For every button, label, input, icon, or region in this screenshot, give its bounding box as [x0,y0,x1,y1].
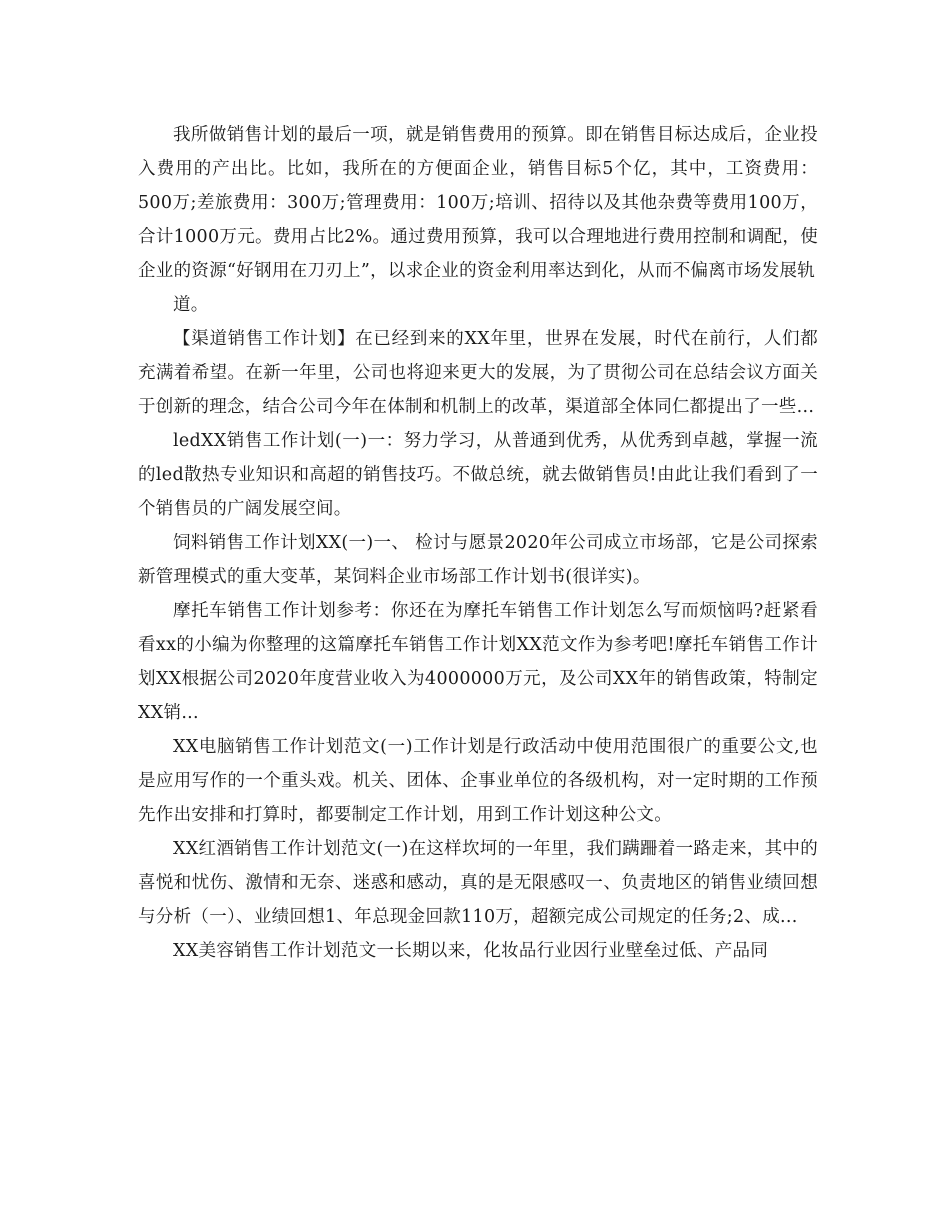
paragraph-led-sales: ledXX销售工作计划(一)一：努力学习，从普通到优秀，从优秀到卓越，掌握一流的led散热专业知识和高超的销售技巧。不做总统，就去做销售员!由此让我们看到了一个销售员的广阔发展空间。 [138,431,818,519]
paragraph-channel-sales: 【渠道销售工作计划】在已经到来的XX年里，世界在发展，时代在前行，人们都充满着希望。在新一年里，公司也将迎来更大的发展，为了贯彻公司在总结会议方面关于创新的理念，结合公司今年在体制和机制上的改革，渠道部全体同仁都提出了一些... [138,329,818,417]
paragraph-motorcycle-sales: 摩托车销售工作计划参考：你还在为摩托车销售工作计划怎么写而烦恼吗?赶紧看看xx的小编为你整理的这篇摩托车销售工作计划XX范文作为参考吧!摩托车销售工作计划XX根据公司2020年度营业收入为4000000万元，及公司XX年的销售政策，特制定XX销... [138,601,818,723]
paragraph-beauty-sales: XX美容销售工作计划范文一长期以来，化妆品行业因行业壁垒过低、产品同 [173,941,769,961]
paragraph-wine-sales: XX红酒销售工作计划范文(一)在这样坎坷的一年里，我们蹒跚着一路走来，其中的喜悦和忧伤、激情和无奈、迷惑和感动，真的是无限感叹一、负责地区的销售业绩回想与分析（一）、业绩回想1、年总现金回款110万，超额完成公司规定的任务;2、成... [138,839,818,927]
paragraph-sales-budget: 我所做销售计划的最后一项，就是销售费用的预算。即在销售目标达成后，企业投入费用的产出比。比如，我所在的方便面企业，销售目标5个亿，其中，工资费用：500万;差旅费用：300万;管理费用：100万;培训、招待以及其他杂费等费用100万，合计1000万元。费用占比2%。通过费用预算，我可以合理地进行费用控制和调配，使企业的资源“好钢用在刀刃上”，以求企业的资金利用率达到化，从而不偏离市场发展轨 [138,125,818,281]
paragraph-feed-sales: 饲料销售工作计划XX(一)一、 检讨与愿景2020年公司成立市场部，它是公司探索新管理模式的重大变革，某饲料企业市场部工作计划书(很详实)。 [138,533,818,587]
paragraph-computer-sales: XX电脑销售工作计划范文(一)工作计划是行政活动中使用范围很广的重要公文,也是应用写作的一个重头戏。机关、团体、企事业单位的各级机构，对一定时期的工作预先作出安排和打算时，都要制定工作计划，用到工作计划这种公文。 [138,737,818,825]
document-body [138,118,818,968]
paragraph-continuation: 道。 [173,295,209,315]
